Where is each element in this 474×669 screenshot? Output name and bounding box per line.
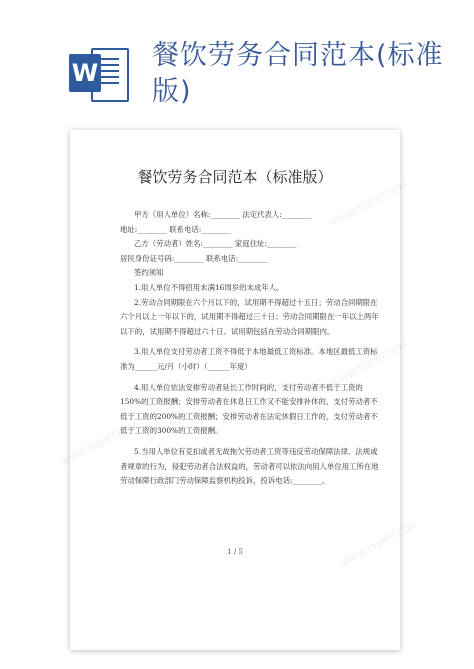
watermark: WWW.YYJJPPT.COM	[330, 180, 409, 229]
word-document-icon	[69, 42, 129, 102]
notice-item-4: 4.用人单位依法安排劳动者延长工作时间的，支付劳动者不低于工资的150%的工资报酬；安排劳动者在休息日工作又不能安排补休的，支付劳动者不低于工资的200%的工资报酬；安排劳动者在法定休假日工作的，支付劳动者不低于工资的300%的工资报酬。	[120, 382, 378, 436]
party-b-line: 乙方（劳动者）姓名:________ 家庭住址:________	[134, 239, 297, 249]
notice-item-2: 2.劳动合同期限在六个月以下的，试用期不得超过十五日；劳动合同期限在六个月以上一年以下的，试用期不得超过三十日；劳动合同期限在一年以上两年以下的，试用期不得超过六十日。试用期包括在劳动合同期限内。	[120, 297, 379, 336]
party-a-line: 甲方（用人单位）名称:________ 法定代表人:________	[134, 210, 312, 219]
notice-item-1: 1.用人单位不得招用未满16周岁的未成年人。	[134, 282, 284, 292]
page-number: 1 / 5	[227, 548, 243, 556]
watermark: WWW.YYJJPPT.COM	[340, 520, 419, 569]
document-title: 餐饮劳务合同范本（标准版）	[137, 168, 333, 186]
signing-notice-heading: 签约须知	[134, 268, 164, 278]
page-title: 餐饮劳务合同范本(标准版)	[152, 40, 444, 107]
notice-item-5: 5.当用人单位有克扣或者无故拖欠劳动者工资等违反劳动保障法律、法规或者规章的行为，侵犯劳动者合法权益的，劳动者可以依法向用人单位用工所在地劳动保障行政部门劳动保障监察机构投诉，投诉电话:________。	[120, 446, 379, 486]
document-body	[120, 208, 382, 489]
id-number-line: 居民身份证号码:________ 联系电话:________	[120, 253, 268, 263]
word-icon-letter: W	[69, 54, 101, 92]
address-line: 地址:________ 联系电话:________	[120, 224, 231, 234]
watermark: WWW.YYJJPPT.COM	[330, 340, 409, 389]
notice-item-3: 3.用人单位支付劳动者工资不得低于本地最低工资标准。本地区最低工资标准为______元/月（小时）（______年度）	[120, 347, 378, 371]
watermark: WWW.YYJJPPT.COM	[60, 420, 139, 469]
